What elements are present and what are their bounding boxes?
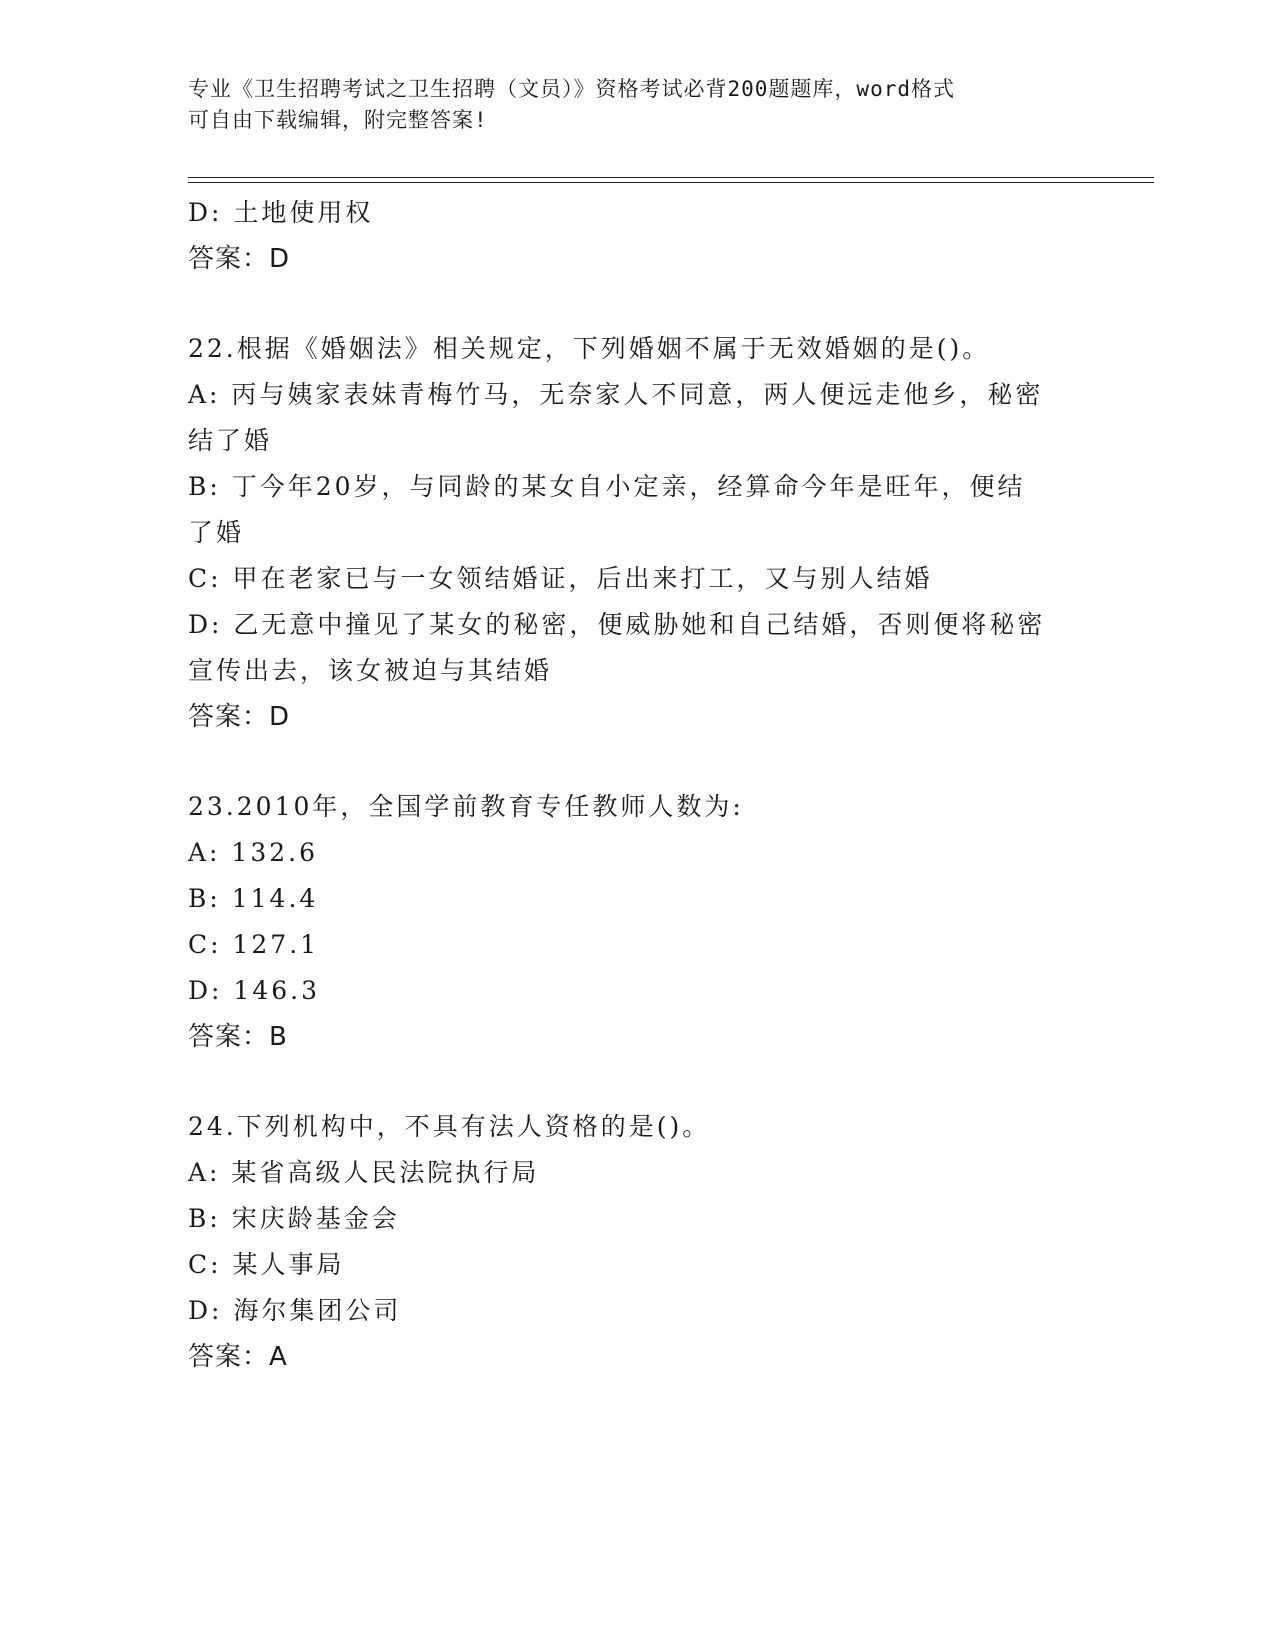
document-header [188, 74, 1068, 136]
question-22 [188, 326, 1088, 740]
option-a: A: 132.6 [188, 838, 318, 867]
header-title-line-2: 可自由下载编辑，附完整答案! [188, 108, 488, 132]
option-a: A: 某省高级人民法院执行局 [188, 1158, 540, 1187]
option-d-line-1: D: 乙无意中撞见了某女的秘密，便威胁她和自己结婚，否则便将秘密 [188, 610, 1046, 639]
question-stem: 22.根据《婚姻法》相关规定，下列婚姻不属于无效婚姻的是()。 [188, 334, 991, 363]
header-divider-top [188, 177, 1154, 178]
question-24 [188, 1104, 1088, 1380]
option-b-line-2: 了婚 [188, 518, 245, 547]
answer-line: 答案：B [188, 1022, 288, 1052]
answer-line: 答案：D [188, 702, 291, 732]
header-title-line-1: 专业《卫生招聘考试之卫生招聘（文员）》资格考试必背200题题库，word格式 [188, 77, 955, 101]
option-c: C: 127.1 [188, 930, 320, 959]
spacer [188, 282, 1088, 326]
option-d: D: 海尔集团公司 [188, 1296, 402, 1325]
previous-question-tail [188, 190, 1088, 282]
answer-line: 答案：A [188, 1342, 288, 1372]
spacer [188, 740, 1088, 784]
option-c: C: 甲在老家已与一女领结婚证，后出来打工，又与别人结婚 [188, 564, 933, 593]
answer-line: 答案：D [188, 244, 291, 274]
option-b: B: 114.4 [188, 884, 319, 913]
header-divider-bottom [188, 182, 1154, 183]
question-stem: 24.下列机构中，不具有法人资格的是()。 [188, 1112, 711, 1141]
option-d: D: 土地使用权 [188, 198, 374, 227]
option-c: C: 某人事局 [188, 1250, 345, 1279]
option-d: D: 146.3 [188, 976, 320, 1005]
option-d-line-2: 宣传出去，该女被迫与其结婚 [188, 656, 553, 685]
question-content [188, 190, 1088, 1380]
spacer [188, 1060, 1088, 1104]
option-a-line-1: A: 丙与姨家表妹青梅竹马，无奈家人不同意，两人便远走他乡，秘密 [188, 380, 1044, 409]
question-23 [188, 784, 1088, 1060]
option-b: B: 宋庆龄基金会 [188, 1204, 400, 1233]
question-stem: 23.2010年，全国学前教育专任教师人数为: [188, 792, 744, 821]
option-b-line-1: B: 丁今年20岁，与同龄的某女自小定亲，经算命今年是旺年，便结 [188, 472, 1026, 501]
option-a-line-2: 结了婚 [188, 426, 273, 455]
